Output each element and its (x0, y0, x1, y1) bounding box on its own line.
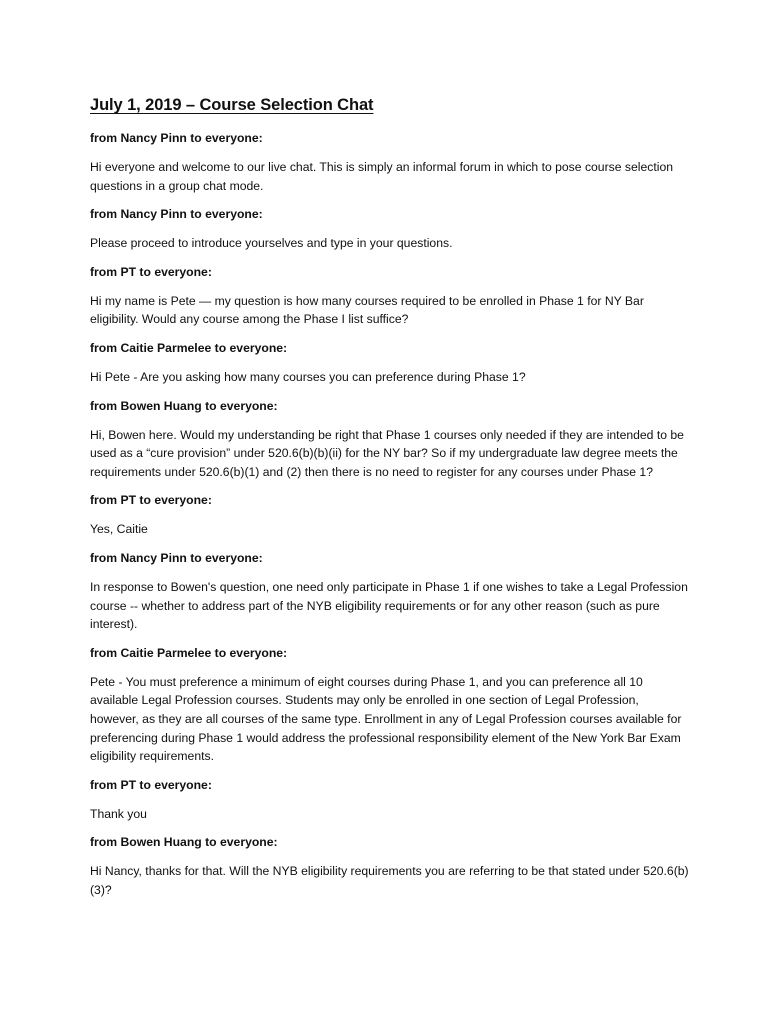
message-sender: from Bowen Huang to everyone: (90, 398, 278, 413)
message-sender: from Nancy Pinn to everyone: (90, 550, 263, 565)
message-sender: from PT to everyone: (90, 493, 212, 508)
message-sender: from PT to everyone: (90, 777, 212, 792)
document-page (90, 94, 690, 909)
message-text: Hi Pete - Are you asking how many courses you can preference during Phase 1? (90, 369, 526, 384)
message-text: Thank you (90, 806, 147, 821)
message-sender: from Bowen Huang to everyone: (90, 835, 278, 850)
chat-transcript (90, 129, 690, 899)
message-sender: from Nancy Pinn to everyone: (90, 207, 263, 222)
message-text: Yes, Caitie (90, 522, 148, 537)
message-sender: from Nancy Pinn to everyone: (90, 131, 263, 145)
message-text: Hi everyone and welcome to our live chat. This is simply an informal forum in which to pose course selection questions in a group chat mode. (90, 160, 674, 193)
message-text: Pete - You must preference a minimum of eight courses during Phase 1, and you can preference all 10 available Legal Profession courses. Students may only be enrolled in one section of Legal Profession, however, as they are all courses of the same type. Enrollment in any of Legal Profession courses available for preferencing during Phase 1 would address the professional responsibility element of the New York Bar Exam eligibility requirements. (90, 674, 682, 764)
message-text: Hi Nancy, thanks for that. Will the NYB eligibility requirements you are referring to be that stated under 520.6(b)(3)? (90, 864, 689, 897)
message-text: Hi, Bowen here. Would my understanding be right that Phase 1 courses only needed if they are intended to be used as a “cure provision” under 520.6(b)(b)(ii) for the NY bar? So if my undergraduate law degree meets the requirements under 520.6(b)(1) and (2) then there is no need to register for any courses under Phase 1? (90, 427, 684, 479)
message-text: Please proceed to introduce yourselves and type in your questions. (90, 236, 453, 251)
message-sender: from PT to everyone: (90, 264, 212, 279)
message-sender: from Caitie Parmelee to everyone: (90, 645, 288, 660)
message-text: In response to Bowen's question, one need only participate in Phase 1 if one wishes to take a Legal Profession course -- whether to address part of the NYB eligibility requirements or for any other reason (such as pure interest). (90, 579, 688, 632)
document-title: July 1, 2019 – Course Selection Chat (90, 96, 374, 114)
message-sender: from Caitie Parmelee to everyone: (90, 340, 288, 355)
message-text: Hi my name is Pete — my question is how many courses required to be enrolled in Phase 1 for NY Bar eligibility. Would any course among the Phase I list suffice? (90, 293, 644, 327)
